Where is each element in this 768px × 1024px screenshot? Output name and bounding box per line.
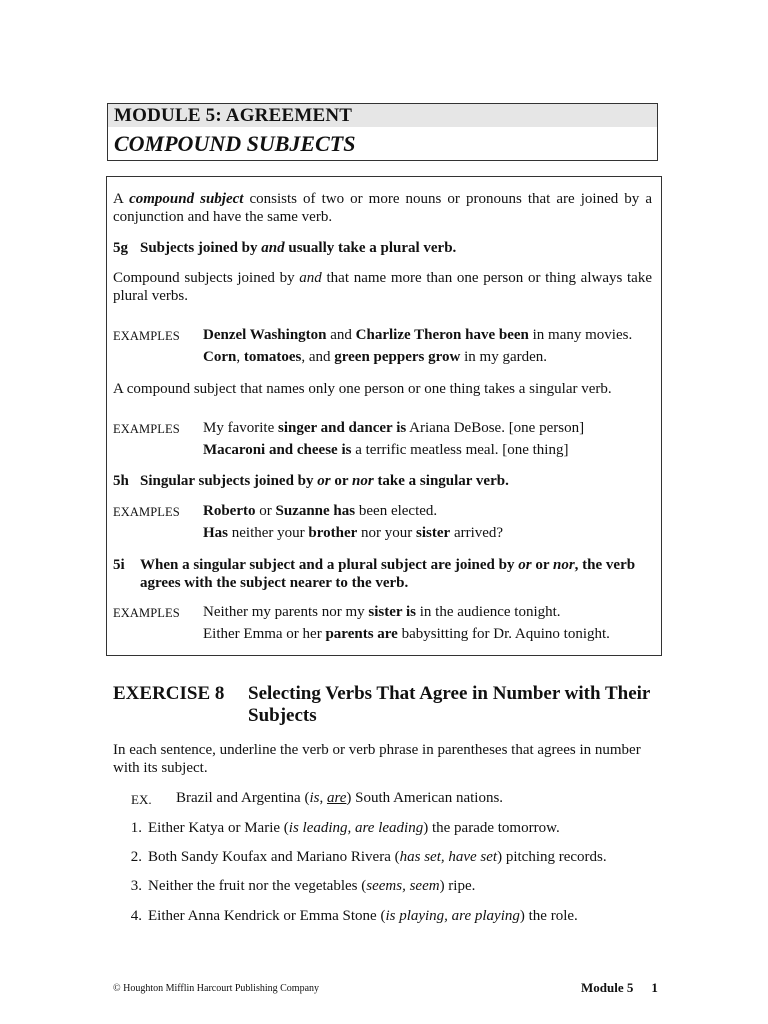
exercise-heading: EXERCISE 8 <box>113 683 225 704</box>
example-5i-2: Either Emma or her parents are babysitting for Dr. Aquino tonight. <box>203 626 610 642</box>
underlined-answer: are <box>326 790 347 806</box>
example-5h-2: Has neither your brother nor your sister arrived? <box>203 525 504 541</box>
rule-5i: When a singular subject and a plural subject are joined by or or nor, the verb agrees with the subject nearer to the verb. <box>140 557 636 591</box>
examples-label: EXAMPLES <box>113 329 180 343</box>
exercise-item: 1. Either Katya or Marie (is leading, are leading) the parade tomorrow. <box>130 820 560 836</box>
paragraph-singular: A compound subject that names only one person or one thing takes a singular verb. <box>113 381 612 397</box>
example-5i-1: Neither my parents nor my sister is in the audience tonight. <box>203 604 561 620</box>
page-number: 1 <box>651 980 658 995</box>
example-5g-2: Corn, tomatoes, and green peppers grow in my garden. <box>203 349 548 365</box>
topic-title: COMPOUND SUBJECTS <box>114 131 356 156</box>
example-label: EX. <box>131 792 152 807</box>
example-singular-1: My favorite singer and dancer is Ariana DeBose. [one person] <box>203 420 585 436</box>
compound-subject-term: compound subject <box>129 191 244 207</box>
exercise-item: 3. Neither the fruit nor the vegetables (seems, seem) ripe. <box>130 878 476 894</box>
paragraph-5g: Compound subjects joined by and that name more than one person or thing always take plural verbs. <box>113 270 653 304</box>
page-footer <box>581 980 658 996</box>
exercise-example: Brazil and Argentina (is, are) South American nations. <box>176 790 504 806</box>
examples-label: EXAMPLES <box>113 606 180 620</box>
intro-paragraph: A compound subject consists of two or more nouns or pronouns that are joined by a conjunction and have the same verb. <box>113 191 652 225</box>
title-box <box>107 103 658 161</box>
examples-label: EXAMPLES <box>113 505 180 519</box>
exercise-item: 4. Either Anna Kendrick or Emma Stone (is playing, are playing) the role. <box>130 908 578 924</box>
module-number: Module 5 <box>581 980 634 995</box>
exercise-title: Selecting Verbs That Agree in Number with Their Subjects <box>248 683 651 726</box>
rule-5h: 5h Singular subjects joined by or or nor take a singular verb. <box>113 473 509 489</box>
exercise-item: 2. Both Sandy Koufax and Mariano Rivera (has set, have set) pitching records. <box>130 849 607 865</box>
rule-5g: 5g Subjects joined by and usually take a plural verb. <box>113 240 457 256</box>
exercise-instructions: In each sentence, underline the verb or verb phrase in parentheses that agrees in number with its subject. <box>113 742 641 776</box>
example-5h-1: Roberto or Suzanne has been elected. <box>203 503 438 519</box>
examples-label: EXAMPLES <box>113 422 180 436</box>
copyright: © Houghton Mifflin Harcourt Publishing Company <box>113 983 320 994</box>
rule-5i-number: 5i <box>113 557 125 573</box>
example-5g-1: Denzel Washington and Charlize Theron have been in many movies. <box>203 327 633 343</box>
example-singular-2: Macaroni and cheese is a terrific meatless meal. [one thing] <box>203 442 569 458</box>
module-label: MODULE 5: AGREEMENT <box>108 104 657 127</box>
